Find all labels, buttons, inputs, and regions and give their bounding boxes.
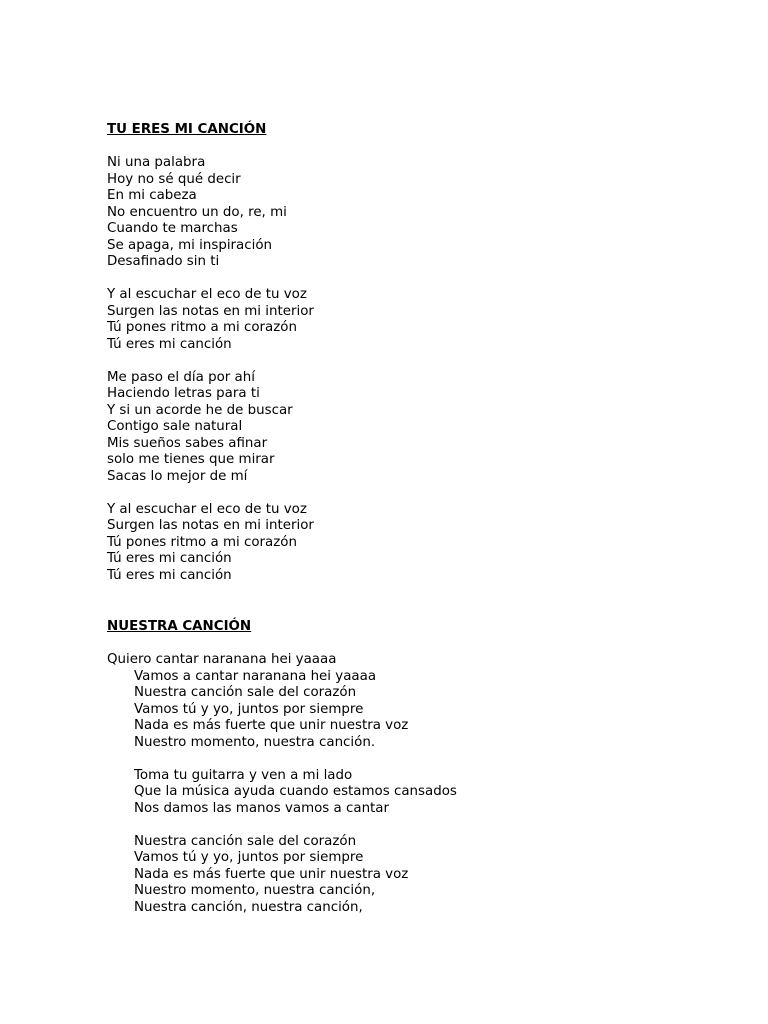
stanza bbox=[107, 370, 727, 486]
lyric-line: Que la música ayuda cuando estamos cansados bbox=[134, 784, 457, 799]
lyric-line: Desafinado sin ti bbox=[107, 254, 220, 269]
lyric-line: Mis sueños sabes afinar bbox=[107, 435, 268, 451]
stanza bbox=[107, 652, 727, 751]
lyric-line: Nada es más fuerte que unir nuestra voz bbox=[134, 866, 409, 882]
lyric-line: Y si un acorde he de buscar bbox=[107, 402, 293, 418]
lyric-line: Nuestro momento, nuestra canción, bbox=[134, 883, 376, 898]
lyric-line: Nuestra canción, nuestra canción, bbox=[134, 899, 363, 915]
lyric-line: Y al escuchar el eco de tu voz bbox=[107, 287, 307, 302]
chorus-stanza bbox=[107, 287, 727, 353]
lyric-line: Tú pones ritmo a mi corazón bbox=[107, 534, 297, 550]
lyric-line: Tú eres mi canción bbox=[107, 567, 232, 583]
song-nuestra-cancion bbox=[107, 619, 727, 933]
lyric-line: No encuentro un do, re, mi bbox=[107, 204, 287, 220]
lyric-line: Nada es más fuerte que unir nuestra voz bbox=[134, 718, 409, 733]
lyric-line: Toma tu guitarra y ven a mi lado bbox=[134, 767, 353, 783]
song-tu-eres-mi-cancion bbox=[107, 122, 727, 601]
lyric-line: Nuestro momento, nuestra canción. bbox=[134, 734, 376, 750]
lyric-line: Tú eres mi canción bbox=[107, 551, 232, 566]
lyric-line: Vamos tú y yo, juntos por siempre bbox=[134, 850, 364, 865]
lyric-line: Se apaga, mi inspiración bbox=[107, 237, 273, 253]
lyric-line: En mi cabeza bbox=[107, 188, 197, 203]
chorus-stanza bbox=[107, 502, 727, 585]
song-title: TU ERES MI CANCIÓN bbox=[107, 122, 267, 137]
lyric-line: Hoy no sé qué decir bbox=[107, 171, 241, 187]
lyric-line: Contigo sale natural bbox=[107, 419, 243, 434]
lyric-line: Surgen las notas en mi interior bbox=[107, 518, 314, 533]
lyric-line: Cuando te marchas bbox=[107, 221, 238, 236]
lyric-line: solo me tienes que mirar bbox=[107, 452, 275, 467]
stanza bbox=[107, 768, 727, 818]
song-title: NUESTRA CANCIÓN bbox=[107, 619, 252, 634]
lyric-line: Surgen las notas en mi interior bbox=[107, 303, 314, 319]
lyric-line: Haciendo letras para ti bbox=[107, 386, 260, 401]
stanza bbox=[107, 155, 727, 271]
lyric-line: Y al escuchar el eco de tu voz bbox=[107, 501, 307, 517]
lyric-line: Tú eres mi canción bbox=[107, 336, 232, 352]
lyric-line: Tú pones ritmo a mi corazón bbox=[107, 320, 297, 335]
lyric-line: Nuestra canción sale del corazón bbox=[134, 833, 357, 849]
lyric-line: Ni una palabra bbox=[107, 155, 206, 170]
lyric-line: Quiero cantar naranana hei yaaaa bbox=[107, 652, 337, 667]
chorus-stanza bbox=[107, 834, 727, 917]
lyric-line: Sacas lo mejor de mí bbox=[107, 468, 248, 484]
lyric-line: Me paso el día por ahí bbox=[107, 369, 255, 385]
lyric-line: Vamos a cantar naranana hei yaaaa bbox=[134, 668, 377, 684]
lyric-line: Vamos tú y yo, juntos por siempre bbox=[134, 701, 364, 717]
lyric-line: Nos damos las manos vamos a cantar bbox=[134, 800, 390, 816]
lyric-line: Nuestra canción sale del corazón bbox=[134, 685, 357, 700]
